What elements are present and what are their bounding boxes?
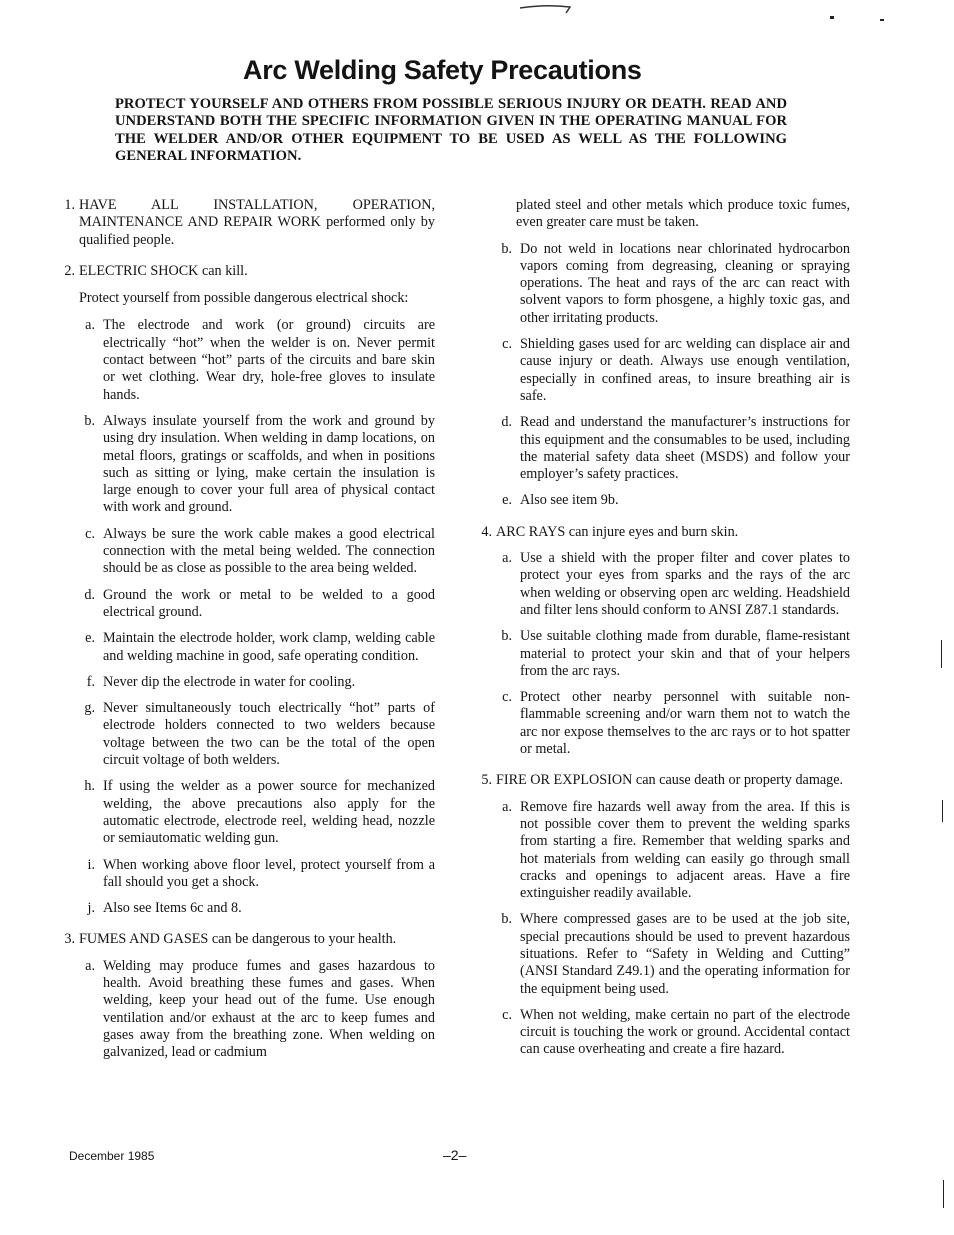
- sub-letter: h.: [84, 778, 95, 795]
- sub-item-2a: [79, 317, 435, 403]
- sub-text: When not welding, make certain no part of the electrode circuit is touching the work or ground. Accidental contact can cause overheating and create a fire hazard.: [520, 1006, 850, 1058]
- sub-list-continued: [470, 241, 850, 510]
- sub-letter: e.: [502, 492, 512, 509]
- sub-text: Where compressed gases are to be used at the job site, special precautions should be used to prevent hazardous situations. Refer to “Safety in Welding and Cutting” (ANSI Standard Z49.1) and the operating information for the equipment being used.: [520, 911, 850, 997]
- sub-item-3e: [496, 492, 850, 509]
- sub-letter: c.: [85, 525, 95, 542]
- sub-letter: b.: [501, 628, 512, 645]
- sub-letter: a.: [502, 550, 512, 567]
- list-item-4: [470, 524, 850, 759]
- sub-list: [79, 317, 435, 917]
- item-text: HAVE ALL INSTALLATION, OPERATION, MAINTENANCE AND REPAIR WORK performed only by qualified people.: [79, 197, 435, 248]
- sub-text: Ground the work or metal to be welded to a good electrical ground.: [103, 586, 435, 620]
- sub-item-2g: [79, 700, 435, 769]
- list-item-5: [470, 772, 850, 1058]
- sub-text: Always insulate yourself from the work and ground by using dry insulation. When welding in damp locations, on metal floors, gratings or scaffolds, and when in positions such as sitting or lying, make certain the insulation is large enough to cover your full area of physical contact with work and ground.: [103, 412, 435, 516]
- sub-text: Never simultaneously touch electrically “hot” parts of electrode holders connected to two welders because voltage between the two can be the total of the open circuit voltage of both welders.: [103, 700, 435, 769]
- sub-letter: g.: [84, 700, 95, 717]
- sub-text: Maintain the electrode holder, work clamp, welding cable and welding machine in good, safe operating condition.: [103, 630, 435, 664]
- sub-list: [496, 799, 850, 1059]
- scan-mark-margin: [943, 1180, 944, 1208]
- sub-letter: c.: [502, 336, 512, 353]
- sub-item-2i: [79, 857, 435, 892]
- sub-item-4c: [496, 689, 850, 758]
- sub-letter: i.: [87, 856, 95, 873]
- sub-item-2d: [79, 587, 435, 622]
- sub-letter: d.: [501, 414, 512, 431]
- sub-letter: a.: [85, 957, 95, 974]
- item-text: ARC RAYS can injure eyes and burn skin.: [496, 523, 739, 540]
- scan-mark-margin: [941, 640, 942, 668]
- sub-letter: c.: [502, 1006, 512, 1023]
- sub-text: Read and understand the manufacturer’s instructions for this equipment and the consumables to be used, including the material safety data sheet (MSDS) and follow your employer’s safety practices.: [520, 414, 850, 483]
- item-description: Protect yourself from possible dangerous electrical shock:: [79, 290, 409, 307]
- sub-item-4a: [496, 550, 850, 619]
- sub-item-2f: [79, 674, 435, 691]
- right-column: [470, 197, 850, 1073]
- page-title: Arc Welding Safety Precautions: [243, 55, 642, 85]
- sub-item-2e: [79, 630, 435, 665]
- sub-item-5b: [496, 911, 850, 997]
- sub-item-2j: [79, 900, 435, 917]
- sub-text: The electrode and work (or ground) circuits are electrically “hot” when the welder is on. Never permit contact between “hot” parts of the circuits and bare skin or wet clothing. Wear dry, hole-free gloves to insulate hands.: [103, 317, 435, 403]
- sub-letter: b.: [501, 240, 512, 257]
- left-column: [53, 197, 435, 1075]
- sub-item-2h: [79, 778, 435, 847]
- scan-mark-top: [518, 2, 574, 16]
- sub-text: Always be sure the work cable makes a good electrical connection with the metal being welded. The connection should be as close as possible to the area being welded.: [103, 525, 435, 577]
- sub-item-5a: [496, 799, 850, 903]
- item-number: 4.: [481, 523, 492, 540]
- sub-list: [79, 958, 435, 1062]
- sub-text: Shielding gases used for arc welding can displace air and cause injury or death. Always use enough ventilation, especially in confined areas, to insure breathing air is safe.: [520, 336, 850, 404]
- footer-date: December 1985: [69, 1149, 155, 1163]
- sub-letter: f.: [86, 673, 95, 690]
- sub-item-4b: [496, 628, 850, 680]
- sub-text: If using the welder as a power source for mechanized welding, the above precautions also apply for the automatic electrode, electrode reel, welding head, nozzle or semiautomatic welding gun.: [103, 778, 435, 847]
- item-text: ELECTRIC SHOCK can kill.: [79, 262, 248, 279]
- sub-letter: c.: [502, 689, 512, 706]
- scan-speck: [880, 19, 884, 21]
- item-number: 2.: [64, 262, 75, 279]
- sub-letter: e.: [85, 630, 95, 647]
- sub-item-3d: [496, 414, 850, 483]
- sub-text: Protect other nearby personnel with suitable non-flammable screening and/or warn them not to watch the arc nor expose themselves to the arc rays or to hot spatter or metal.: [520, 689, 850, 758]
- sub-letter: d.: [84, 586, 95, 603]
- intro-warning: PROTECT YOURSELF AND OTHERS FROM POSSIBLE SERIOUS INJURY OR DEATH. READ AND UNDERSTAND BOTH THE SPECIFIC INFORMATION GIVEN IN THE OPERATING MANUAL FOR THE WELDER AND/OR OTHER EQUIPMENT TO BE USED AS WELL AS THE FOLLOWING GENERAL INFORMATION.: [115, 96, 787, 165]
- list-item-3: [53, 931, 435, 1061]
- sub-item-3c: [496, 336, 850, 405]
- sub-text: Do not weld in locations near chlorinated hydrocarbon vapors coming from degreasing, cleaning or spraying operations. The heat and rays of the arc can react with solvent vapors to form phosgene, a highly toxic gas, and other irritating products.: [520, 240, 850, 326]
- list-item-1: [53, 197, 435, 249]
- scan-mark-margin: [942, 800, 943, 822]
- sub-letter: b.: [501, 911, 512, 928]
- sub-text: When working above floor level, protect yourself from a fall should you get a shock.: [103, 856, 435, 890]
- item-text: FIRE OR EXPLOSION can cause death or property damage.: [496, 772, 844, 789]
- sub-text: Use a shield with the proper filter and cover plates to protect your eyes from sparks and the rays of the arc when welding or observing open arc welding. Headshield and filter lens should conform to ANSI Z87.1 standards.: [520, 550, 850, 618]
- item-number: 5.: [481, 772, 492, 789]
- sub-letter: j.: [87, 900, 95, 917]
- page-number: –2–: [443, 1147, 467, 1163]
- sub-list: [496, 550, 850, 758]
- sub-item-3b: [496, 241, 850, 327]
- sub-letter: a.: [502, 798, 512, 815]
- sub-text: Remove fire hazards well away from the area. If this is not possible cover them to prevent the welding sparks from starting a fire. Remember that welding sparks and hot materials from welding can easily go through small cracks and openings to adjacent areas. Have a fire extinguisher readily available.: [520, 798, 850, 902]
- sub-text: Welding may produce fumes and gases hazardous to health. Avoid breathing these fumes and gases. When welding, keep your head out of the fume. Use enough ventilation and/or exhaust at the arc to keep fumes and gases away from the breathing zone. When welding on galvanized, lead or cadmium: [103, 957, 435, 1061]
- list-item-2: [53, 263, 435, 918]
- sub-item-2b: [79, 413, 435, 517]
- sub-text: Also see Items 6c and 8.: [103, 900, 242, 917]
- continued-text: plated steel and other metals which produce toxic fumes, even greater care must be taken.: [516, 197, 850, 231]
- sub-item-2c: [79, 526, 435, 578]
- sub-text: Also see item 9b.: [520, 492, 619, 509]
- scan-speck: [830, 16, 834, 19]
- sub-text: Never dip the electrode in water for cooling.: [103, 673, 356, 690]
- item-text: FUMES AND GASES can be dangerous to your health.: [79, 931, 397, 948]
- sub-letter: a.: [85, 317, 95, 334]
- sub-item-3a: [79, 958, 435, 1062]
- item-number: 1.: [64, 197, 75, 213]
- sub-item-5c: [496, 1007, 850, 1059]
- item-number: 3.: [64, 931, 75, 948]
- sub-letter: b.: [84, 412, 95, 429]
- sub-text: Use suitable clothing made from durable, flame-resistant material to protect your skin and that of your helpers from the arc rays.: [520, 628, 850, 679]
